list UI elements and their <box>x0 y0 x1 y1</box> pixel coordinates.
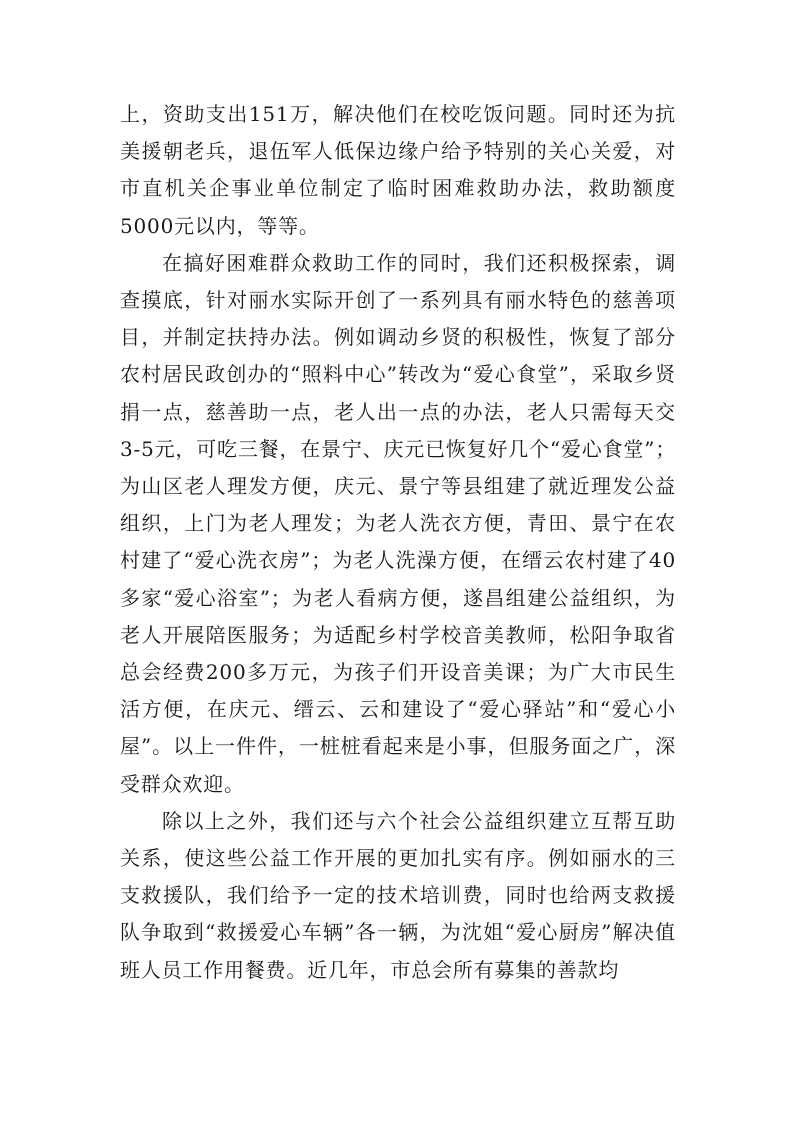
body-text <box>120 96 676 989</box>
paragraph-3: 除以上之外，我们还与六个社会公益组织建立互帮互助关系，使这些公益工作开展的更加扎实有序。例如丽水的三支救援队，我们给予一定的技术培训费，同时也给两支救援队争取到“救援爱心车辆”各一辆，为沈姐“爱心厨房”解决值班人员工作用餐费。近几年，市总会所有募集的善款均 <box>120 808 676 982</box>
paragraph-2: 在搞好困难群众救助工作的同时，我们还积极探索，调查摸底，针对丽水实际开创了一系列具有丽水特色的慈善项目，并制定扶持办法。例如调动乡贤的积极性，恢复了部分农村居民政创办的“照料中心”转改为“爱心食堂”，采取乡贤捐一点，慈善助一点，老人出一点的办法，老人只需每天交3-5元，可吃三餐，在景宁、庆元已恢复好几个“爱心食堂”；为山区老人理发方便，庆元、景宁等县组建了就近理发公益组织，上门为老人理发；为老人洗衣方便，青田、景宁在农村建了“爱心洗衣房”；为老人洗澡方便，在缙云农村建了40多家“爱心浴室”；为老人看病方便，遂昌组建公益组织，为老人开展陪医服务；为适配乡村学校音美教师，松阳争取省总会经费200多万元，为孩子们开设音美课；为广大市民生活方便，在庆元、缙云、云和建设了“爱心驿站”和“爱心小屋”。以上一件件，一桩桩看起来是小事，但服务面之广，深受群众欢迎。 <box>120 250 676 796</box>
paragraph-1: 上，资助支出151万，解决他们在校吃饭问题。同时还为抗美援朝老兵，退伍军人低保边缘户给予特别的关心关爱，对市直机关企事业单位制定了临时困难救助办法，救助额度5000元以内，等等。 <box>120 102 676 238</box>
